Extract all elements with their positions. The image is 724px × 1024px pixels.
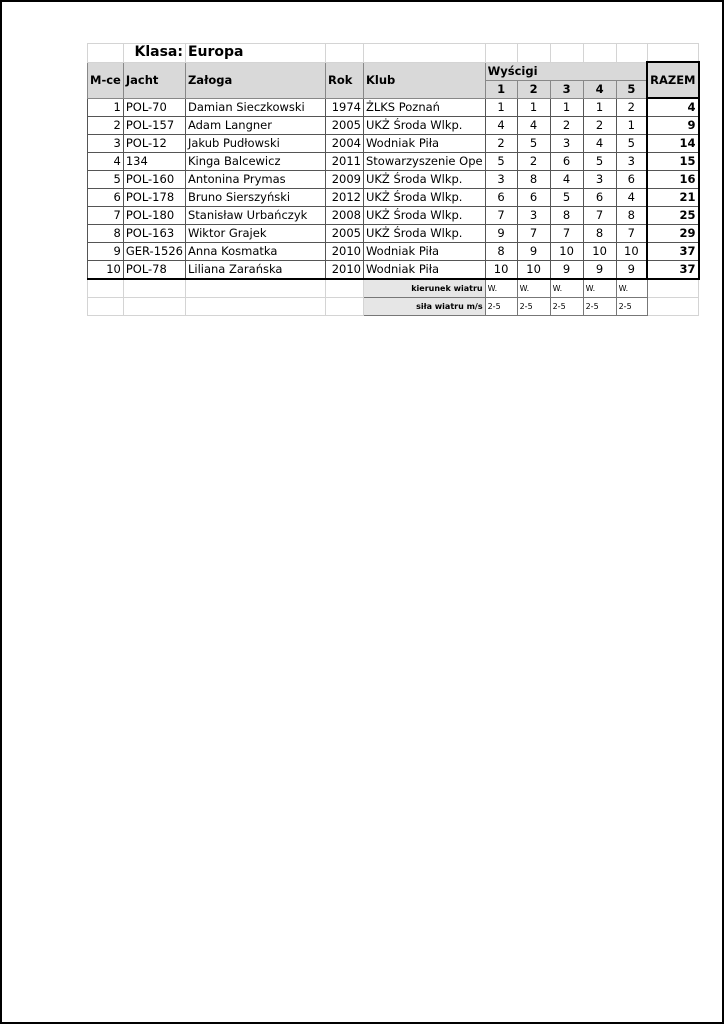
year-cell: 2010 bbox=[325, 243, 363, 261]
table-row bbox=[88, 153, 699, 171]
race-number: 3 bbox=[550, 80, 583, 98]
col-place-header: M-ce bbox=[88, 62, 124, 98]
race-result-cell: 1 bbox=[616, 117, 647, 135]
club-cell: UKŻ Środa Wlkp. bbox=[363, 171, 485, 189]
race-result-cell: 2 bbox=[485, 135, 517, 153]
race-result-cell: 6 bbox=[550, 153, 583, 171]
race-result-cell: 5 bbox=[550, 189, 583, 207]
wind-speed-value: 2-5 bbox=[517, 298, 550, 316]
race-result-cell: 4 bbox=[583, 135, 616, 153]
wind-direction-row bbox=[88, 279, 699, 298]
race-result-cell: 5 bbox=[583, 153, 616, 171]
race-result-cell: 10 bbox=[616, 243, 647, 261]
class-label: Klasa: bbox=[123, 44, 185, 63]
table-row bbox=[88, 117, 699, 135]
table-row bbox=[88, 98, 699, 117]
col-club-header: Klub bbox=[363, 62, 485, 98]
wind-speed-value: 2-5 bbox=[616, 298, 647, 316]
header-row bbox=[88, 62, 699, 80]
race-result-cell: 7 bbox=[616, 225, 647, 243]
race-result-cell: 3 bbox=[485, 171, 517, 189]
race-result-cell: 6 bbox=[583, 189, 616, 207]
race-result-cell: 1 bbox=[517, 98, 550, 117]
table-row bbox=[88, 171, 699, 189]
wind-speed-value: 2-5 bbox=[485, 298, 517, 316]
race-result-cell: 10 bbox=[583, 243, 616, 261]
total-cell: 37 bbox=[647, 243, 698, 261]
year-cell: 2011 bbox=[325, 153, 363, 171]
wind-direction-value: W. bbox=[616, 279, 647, 298]
year-cell: 2004 bbox=[325, 135, 363, 153]
col-crew-header: Załoga bbox=[185, 62, 325, 98]
year-cell: 2010 bbox=[325, 261, 363, 280]
total-cell: 9 bbox=[647, 117, 698, 135]
race-result-cell: 8 bbox=[517, 171, 550, 189]
race-result-cell: 3 bbox=[583, 171, 616, 189]
wind-speed-value: 2-5 bbox=[550, 298, 583, 316]
wind-direction-value: W. bbox=[583, 279, 616, 298]
club-cell: UKŻ Środa Wlkp. bbox=[363, 225, 485, 243]
place-cell: 3 bbox=[88, 135, 124, 153]
place-cell: 8 bbox=[88, 225, 124, 243]
wind-speed-label: siła wiatru m/s bbox=[363, 298, 485, 316]
race-result-cell: 10 bbox=[550, 243, 583, 261]
place-cell: 2 bbox=[88, 117, 124, 135]
crew-cell: Antonina Prymas bbox=[185, 171, 325, 189]
total-cell: 14 bbox=[647, 135, 698, 153]
col-races-header: Wyścigi bbox=[485, 62, 647, 80]
total-cell: 21 bbox=[647, 189, 698, 207]
place-cell: 1 bbox=[88, 98, 124, 117]
year-cell: 1974 bbox=[325, 98, 363, 117]
race-result-cell: 7 bbox=[517, 225, 550, 243]
yacht-cell: POL-163 bbox=[123, 225, 185, 243]
race-result-cell: 4 bbox=[517, 117, 550, 135]
place-cell: 9 bbox=[88, 243, 124, 261]
result-rows bbox=[88, 98, 699, 279]
yacht-cell: POL-178 bbox=[123, 189, 185, 207]
race-result-cell: 4 bbox=[616, 189, 647, 207]
yacht-cell: POL-157 bbox=[123, 117, 185, 135]
club-cell: Wodniak Piła bbox=[363, 243, 485, 261]
crew-cell: Anna Kosmatka bbox=[185, 243, 325, 261]
total-cell: 37 bbox=[647, 261, 698, 280]
wind-direction-value: W. bbox=[517, 279, 550, 298]
crew-cell: Jakub Pudłowski bbox=[185, 135, 325, 153]
race-result-cell: 4 bbox=[550, 171, 583, 189]
yacht-cell: POL-70 bbox=[123, 98, 185, 117]
race-number: 5 bbox=[616, 80, 647, 98]
year-cell: 2005 bbox=[325, 225, 363, 243]
place-cell: 7 bbox=[88, 207, 124, 225]
race-result-cell: 2 bbox=[550, 117, 583, 135]
crew-cell: Stanisław Urbańczyk bbox=[185, 207, 325, 225]
col-year-header: Rok bbox=[325, 62, 363, 98]
club-cell: UKŻ Środa Wlkp. bbox=[363, 189, 485, 207]
crew-cell: Bruno Sierszyński bbox=[185, 189, 325, 207]
results-table bbox=[87, 43, 700, 316]
crew-cell: Damian Sieczkowski bbox=[185, 98, 325, 117]
yacht-cell: 134 bbox=[123, 153, 185, 171]
race-result-cell: 8 bbox=[583, 225, 616, 243]
total-cell: 29 bbox=[647, 225, 698, 243]
crew-cell: Adam Langner bbox=[185, 117, 325, 135]
place-cell: 6 bbox=[88, 189, 124, 207]
race-result-cell: 9 bbox=[517, 243, 550, 261]
table-row bbox=[88, 135, 699, 153]
race-result-cell: 3 bbox=[550, 135, 583, 153]
year-cell: 2005 bbox=[325, 117, 363, 135]
race-result-cell: 5 bbox=[517, 135, 550, 153]
race-result-cell: 8 bbox=[485, 243, 517, 261]
race-result-cell: 2 bbox=[583, 117, 616, 135]
club-cell: Stowarzyszenie Ope bbox=[363, 153, 485, 171]
race-result-cell: 9 bbox=[616, 261, 647, 280]
col-total-header: RAZEM bbox=[647, 62, 698, 98]
wind-speed-row bbox=[88, 298, 699, 316]
table-row bbox=[88, 243, 699, 261]
wind-direction-label: kierunek wiatru bbox=[363, 279, 485, 298]
wind-speed-value: 2-5 bbox=[583, 298, 616, 316]
yacht-cell: POL-78 bbox=[123, 261, 185, 280]
place-cell: 4 bbox=[88, 153, 124, 171]
wind-direction-value: W. bbox=[550, 279, 583, 298]
race-result-cell: 8 bbox=[550, 207, 583, 225]
race-result-cell: 9 bbox=[485, 225, 517, 243]
club-cell: UKŻ Środa Wlkp. bbox=[363, 117, 485, 135]
race-result-cell: 2 bbox=[616, 98, 647, 117]
wind-direction-value: W. bbox=[485, 279, 517, 298]
race-result-cell: 3 bbox=[616, 153, 647, 171]
total-cell: 25 bbox=[647, 207, 698, 225]
race-result-cell: 8 bbox=[616, 207, 647, 225]
table-row bbox=[88, 261, 699, 280]
race-result-cell: 1 bbox=[485, 98, 517, 117]
crew-cell: Liliana Zarańska bbox=[185, 261, 325, 280]
race-number: 4 bbox=[583, 80, 616, 98]
race-result-cell: 5 bbox=[485, 153, 517, 171]
total-cell: 4 bbox=[647, 98, 698, 117]
class-name: Europa bbox=[185, 44, 325, 63]
race-result-cell: 9 bbox=[550, 261, 583, 280]
race-result-cell: 7 bbox=[485, 207, 517, 225]
yacht-cell: POL-160 bbox=[123, 171, 185, 189]
yacht-cell: POL-180 bbox=[123, 207, 185, 225]
race-result-cell: 3 bbox=[517, 207, 550, 225]
crew-cell: Wiktor Grajek bbox=[185, 225, 325, 243]
club-cell: Wodniak Piła bbox=[363, 261, 485, 280]
race-result-cell: 6 bbox=[517, 189, 550, 207]
title-row bbox=[88, 44, 699, 63]
race-number: 1 bbox=[485, 80, 517, 98]
table-row bbox=[88, 207, 699, 225]
total-cell: 15 bbox=[647, 153, 698, 171]
race-result-cell: 7 bbox=[583, 207, 616, 225]
place-cell: 5 bbox=[88, 171, 124, 189]
table-row bbox=[88, 225, 699, 243]
year-cell: 2008 bbox=[325, 207, 363, 225]
year-cell: 2009 bbox=[325, 171, 363, 189]
club-cell: ŻLKS Poznań bbox=[363, 98, 485, 117]
race-result-cell: 6 bbox=[616, 171, 647, 189]
race-result-cell: 10 bbox=[517, 261, 550, 280]
year-cell: 2012 bbox=[325, 189, 363, 207]
yacht-cell: GER-1526 bbox=[123, 243, 185, 261]
race-result-cell: 7 bbox=[550, 225, 583, 243]
club-cell: Wodniak Piła bbox=[363, 135, 485, 153]
club-cell: UKŻ Środa Wlkp. bbox=[363, 207, 485, 225]
yacht-cell: POL-12 bbox=[123, 135, 185, 153]
race-result-cell: 10 bbox=[485, 261, 517, 280]
race-result-cell: 2 bbox=[517, 153, 550, 171]
race-number: 2 bbox=[517, 80, 550, 98]
place-cell: 10 bbox=[88, 261, 124, 280]
col-yacht-header: Jacht bbox=[123, 62, 185, 98]
race-result-cell: 1 bbox=[583, 98, 616, 117]
table-row bbox=[88, 189, 699, 207]
race-result-cell: 4 bbox=[485, 117, 517, 135]
race-result-cell: 6 bbox=[485, 189, 517, 207]
crew-cell: Kinga Balcewicz bbox=[185, 153, 325, 171]
race-result-cell: 1 bbox=[550, 98, 583, 117]
total-cell: 16 bbox=[647, 171, 698, 189]
race-result-cell: 9 bbox=[583, 261, 616, 280]
race-result-cell: 5 bbox=[616, 135, 647, 153]
